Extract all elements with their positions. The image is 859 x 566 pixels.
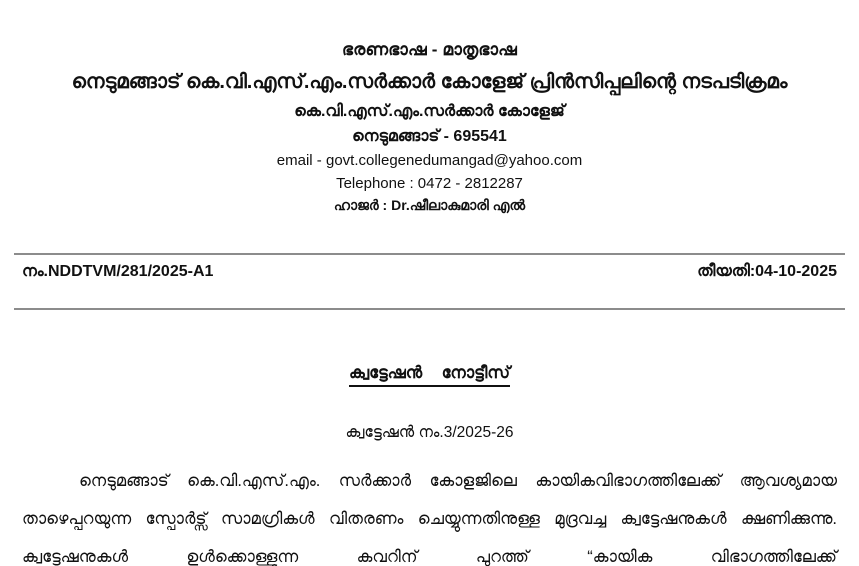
reference-row: [22, 263, 837, 281]
notice-title-wrap: [0, 364, 859, 387]
divider-top: [14, 253, 845, 255]
divider-bottom: [14, 308, 845, 310]
letterhead: [0, 0, 859, 214]
college-name: കെ.വി.എസ്.എം.സർക്കാർ കോളേജ്: [294, 103, 565, 120]
email-line: email - govt.collegenedumangad@yahoo.com: [276, 152, 583, 169]
reference-number: നം.NDDTVM/281/2025-A1: [22, 263, 214, 280]
notice-body-paragraph: നെടുമങ്ങാട് കെ.വി.എസ്.എം. സർക്കാർ കോളജിലെ കായികവിഭാഗത്തിലേക്ക് ആവശ്യമായ താഴെപ്പറയുന്ന സ്പോർട്സ് സാമഗ്രികൾ വിതരണം ചെയ്യുന്നതിനുള്ള മുദ്രവച്ച ക്വട്ടേഷനുകൾ ക്ഷണിക്കുന്നു. ക്വട്ടേഷനുകൾ ഉൾക്കൊള്ളുന്ന കവറിന് പുറത്ത് “കായിക വിഭാഗത്തിലേക്ക്: [22, 472, 837, 566]
reference-date: തീയതി:04-10-2025: [697, 263, 837, 280]
college-place-pincode: നെടുമങ്ങാട് - 695541: [352, 128, 507, 145]
proceedings-title: നെടുമങ്ങാട് കെ.വി.എസ്.എം.സർക്കാർ കോളേജ് പ്രിൻസിപ്പലിന്റെ നടപടിക്രമം: [71, 71, 788, 93]
notice-title: ക്വട്ടേഷൻ നോട്ടീസ്: [349, 364, 510, 387]
telephone-line: Telephone : 0472 - 2812287: [336, 175, 523, 192]
motto-line: ഭരണഭാഷ - മാതൃഭാഷ: [341, 40, 518, 59]
quotation-number: ക്വട്ടേഷൻ നം.3/2025-26: [345, 424, 514, 441]
present-officer-line: ഹാജർ : Dr.ഷീലാകുമാരി എൽ: [333, 197, 526, 213]
